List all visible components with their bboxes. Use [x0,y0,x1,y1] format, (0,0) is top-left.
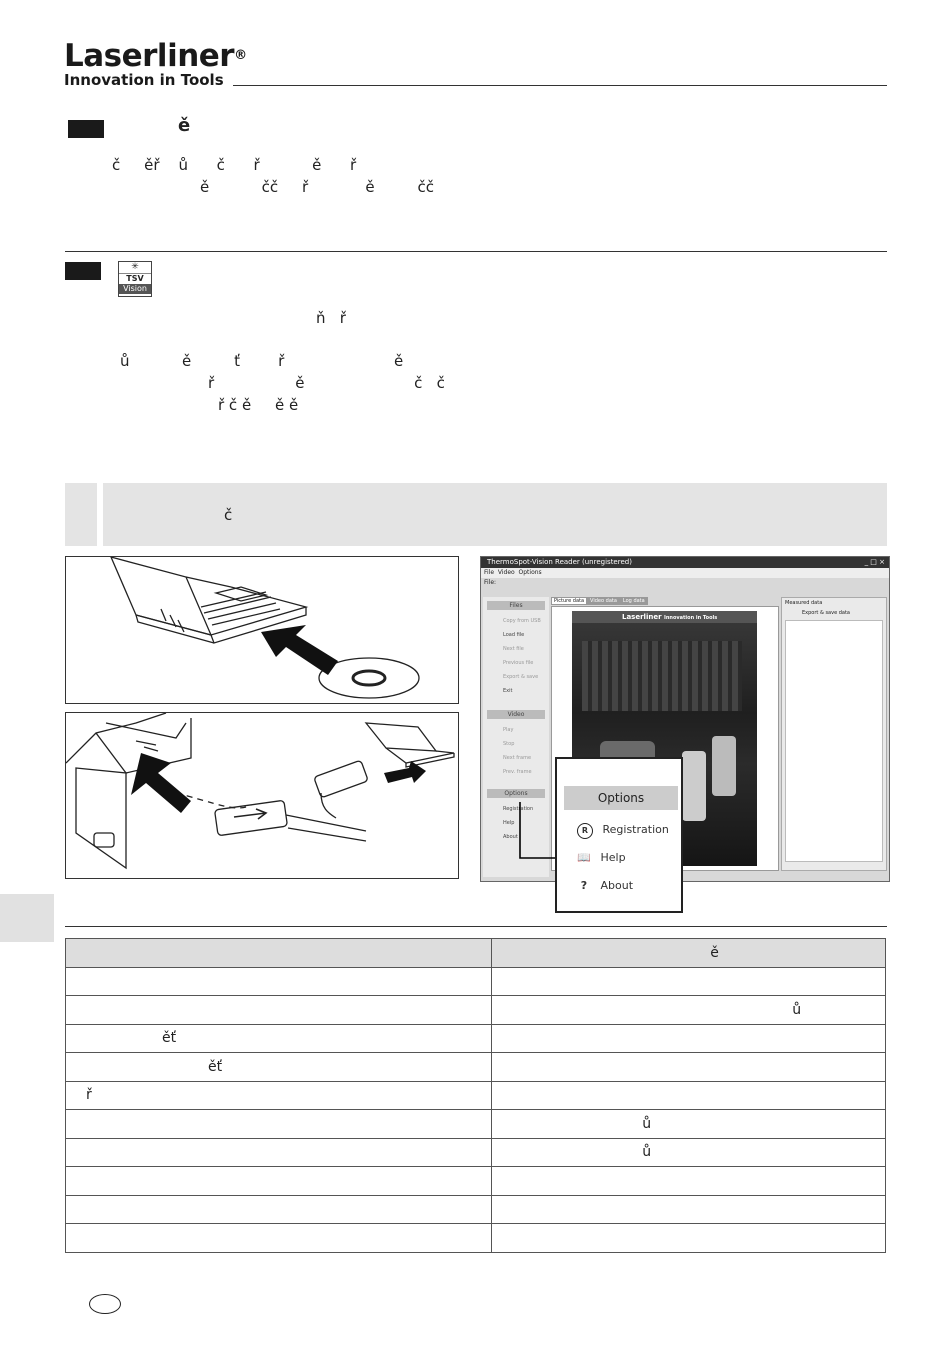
options-item-about[interactable]: About [503,834,518,840]
paragraph-line: ř č ě ě ě [218,396,299,414]
about-icon: ? [580,879,588,892]
options-item-registration[interactable]: Registration [503,806,534,812]
popup-item-about[interactable]: ? About [577,879,633,892]
table-cell [66,1110,492,1139]
section-divider [65,251,887,252]
table-cell [492,1195,886,1224]
section-marker [65,262,101,280]
table-header-row [66,939,886,968]
paragraph-line: ů ě ť ř ě [120,352,404,370]
usb-drawing [66,713,458,878]
note-text: č [224,506,233,524]
export-save-data-button[interactable]: Export & save data [802,610,851,616]
header-rule [233,85,887,86]
table-row [66,1195,886,1224]
laptop-cd-drawing [66,557,458,703]
table-cell [492,1081,886,1110]
paragraph-line: ň ř [316,309,346,327]
section-heading: ě [178,115,191,136]
tab-video-data[interactable]: Video data [587,597,620,605]
measured-panel [781,597,887,871]
table-header-cell [66,939,492,968]
files-item-copy[interactable]: Copy from USB [503,618,541,624]
video-item-play[interactable]: Play [503,727,514,733]
brand-tagline: Innovation in Tools [64,71,224,89]
table-row [66,1024,886,1053]
measured-title: Measured data [785,600,823,606]
paragraph-line: ě čč ř ě čč [200,178,435,196]
table-row [66,967,886,996]
table-row [66,1081,886,1110]
illustration-laptop-cd [65,556,459,704]
files-item-load[interactable]: Load file [503,632,525,638]
table-row [66,1138,886,1167]
group-title-files: Files [487,601,545,610]
window-title: ThermoSpot-Vision Reader (unregistered) [487,558,632,566]
options-item-help[interactable]: Help [503,820,515,826]
menu-video[interactable]: Video [497,569,515,576]
table-row [66,996,886,1025]
language-side-tab [0,894,54,942]
files-item-export[interactable]: Export & save [503,674,539,680]
table-header-cell: ě [492,939,886,968]
illustration-usb-connection [65,712,459,879]
group-title-options: Options [487,789,545,798]
table-cell: ů [492,996,886,1025]
table-cell [492,1053,886,1082]
table-cell: ř [66,1081,492,1110]
table-cell [492,1024,886,1053]
table-cell [66,1224,492,1253]
language-badge [89,1294,121,1314]
tab-picture-data[interactable]: Picture data [551,597,587,605]
table-cell: ů [492,1110,886,1139]
note-box [103,483,887,546]
table-cell [492,1167,886,1196]
files-item-next[interactable]: Next file [503,646,524,652]
section-marker [68,120,104,138]
menu-file[interactable]: File [484,569,495,576]
video-item-stop[interactable]: Stop [503,741,515,747]
table-row [66,1224,886,1253]
registration-icon: R [577,823,593,839]
tab-log-data[interactable]: Log data [620,597,648,605]
meter-device-graphic [712,736,736,796]
table-row [66,1167,886,1196]
brand-logo: Laserliner® [64,38,247,74]
building-graphic [582,641,742,711]
popup-item-registration[interactable]: R Registration [577,823,669,839]
photo-logo: Laserliner Innovation in Tools [572,611,757,623]
meter-device-graphic [682,751,706,821]
paragraph-line: ř ě č č [208,374,445,392]
table-cell [66,1195,492,1224]
files-item-previous[interactable]: Previous file [503,660,534,666]
popup-item-help[interactable]: 📖 Help [577,851,626,864]
popup-title: Options [564,786,678,810]
window-controls-icon[interactable]: _ □ × [864,558,885,566]
table-cell [66,1167,492,1196]
file-label: File: [484,579,497,586]
table-rule [65,926,887,927]
table-cell [66,967,492,996]
data-table [65,938,886,1253]
video-item-next-frame[interactable]: Next frame [503,755,532,761]
menu-bar [481,568,889,578]
table-row [66,1053,886,1082]
note-marker [65,483,97,546]
measured-list [785,620,883,862]
table-cell [492,967,886,996]
table-row [66,1110,886,1139]
paragraph-line: č ěř ů č ř ě ř [112,156,357,174]
tsv-vision-icon: ✳ TSV Vision [118,261,152,297]
table-cell [492,1224,886,1253]
table-cell: ů [492,1138,886,1167]
group-title-video: Video [487,710,545,719]
table-cell: ěť [66,1053,492,1082]
table-cell [66,1138,492,1167]
table-cell [66,996,492,1025]
table-cell: ěť [66,1024,492,1053]
help-book-icon: 📖 [577,851,591,864]
menu-options[interactable]: Options [518,569,542,576]
video-item-prev-frame[interactable]: Prev. frame [503,769,532,775]
tab-bar [551,597,648,605]
options-popup [555,757,683,913]
window-titlebar [481,557,889,568]
files-item-exit[interactable]: Exit [503,688,513,694]
